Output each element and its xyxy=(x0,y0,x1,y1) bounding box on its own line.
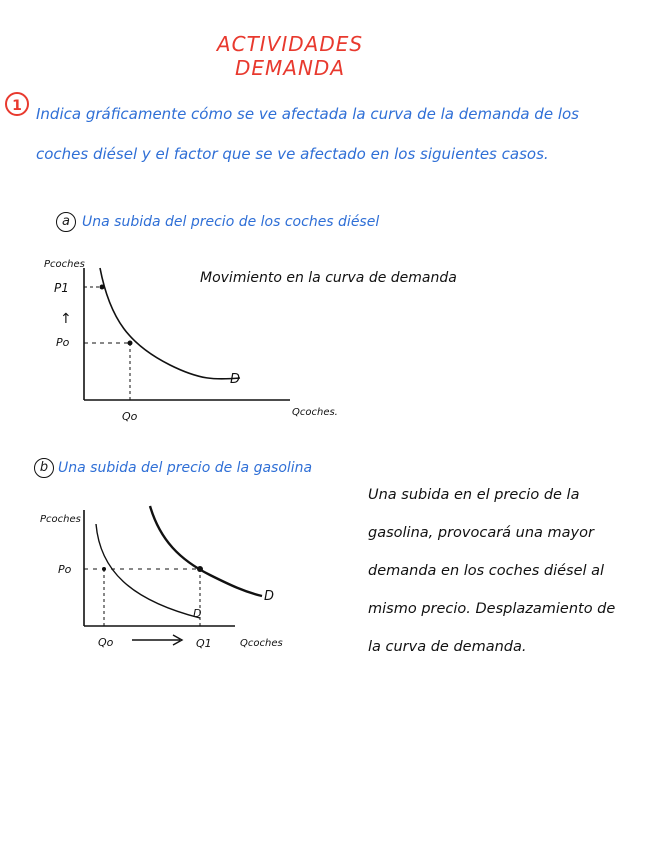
part-a-marker: a xyxy=(56,212,76,232)
part-a-curve-label: D xyxy=(230,372,241,387)
part-b-p0-label: Po xyxy=(58,563,72,576)
part-b-y-label: Pcoches xyxy=(40,514,81,525)
part-a-p0-label: Po xyxy=(56,336,70,349)
part-a-note: Movimiento en la curva de demanda xyxy=(200,270,457,286)
part-b-q1-label: Q1 xyxy=(196,637,212,650)
page-title: ACTIVIDADES DEMANDA xyxy=(216,32,364,80)
part-a-graph xyxy=(30,250,360,430)
part-a-q0-label: Qo xyxy=(122,410,138,423)
part-a-x-label: Qcoches. xyxy=(292,407,338,418)
part-b-new-curve-label: D xyxy=(264,589,275,604)
part-a-y-label: Pcoches xyxy=(44,259,85,270)
part-b-point-new xyxy=(197,566,203,572)
question-number: 1 xyxy=(5,92,29,116)
part-a-demand-curve xyxy=(100,268,240,379)
part-b-old-curve-label: D xyxy=(193,607,202,620)
part-a-up-arrow: ↑ xyxy=(60,311,72,327)
part-a-point-p0 xyxy=(128,341,133,346)
part-b-explanation: Una subida en el precio de la gasolina, provocará una mayor demanda en los coches diésel al mismo precio. Desplazamiento de la curva de demanda. xyxy=(368,487,616,655)
part-a-point-p1 xyxy=(100,285,105,290)
question-text: Indica gráficamente cómo se ve afectada la curva de la demanda de los coches diésel y el factor que se ve afectado en los siguientes casos. xyxy=(36,105,579,163)
part-b-graph xyxy=(30,500,310,660)
part-a-p1-label: P1 xyxy=(54,281,69,295)
part-b-demand-curve-old xyxy=(96,524,200,618)
part-b-marker: b xyxy=(34,458,54,478)
part-b-q0-label: Qo xyxy=(98,636,114,649)
part-b-demand-curve-new xyxy=(150,506,262,596)
part-b-text: Una subida del precio de la gasolina xyxy=(58,460,313,476)
part-a-text: Una subida del precio de los coches diésel xyxy=(82,214,380,230)
part-b-x-label: Qcoches xyxy=(240,638,283,649)
part-b-point-old xyxy=(102,567,106,571)
